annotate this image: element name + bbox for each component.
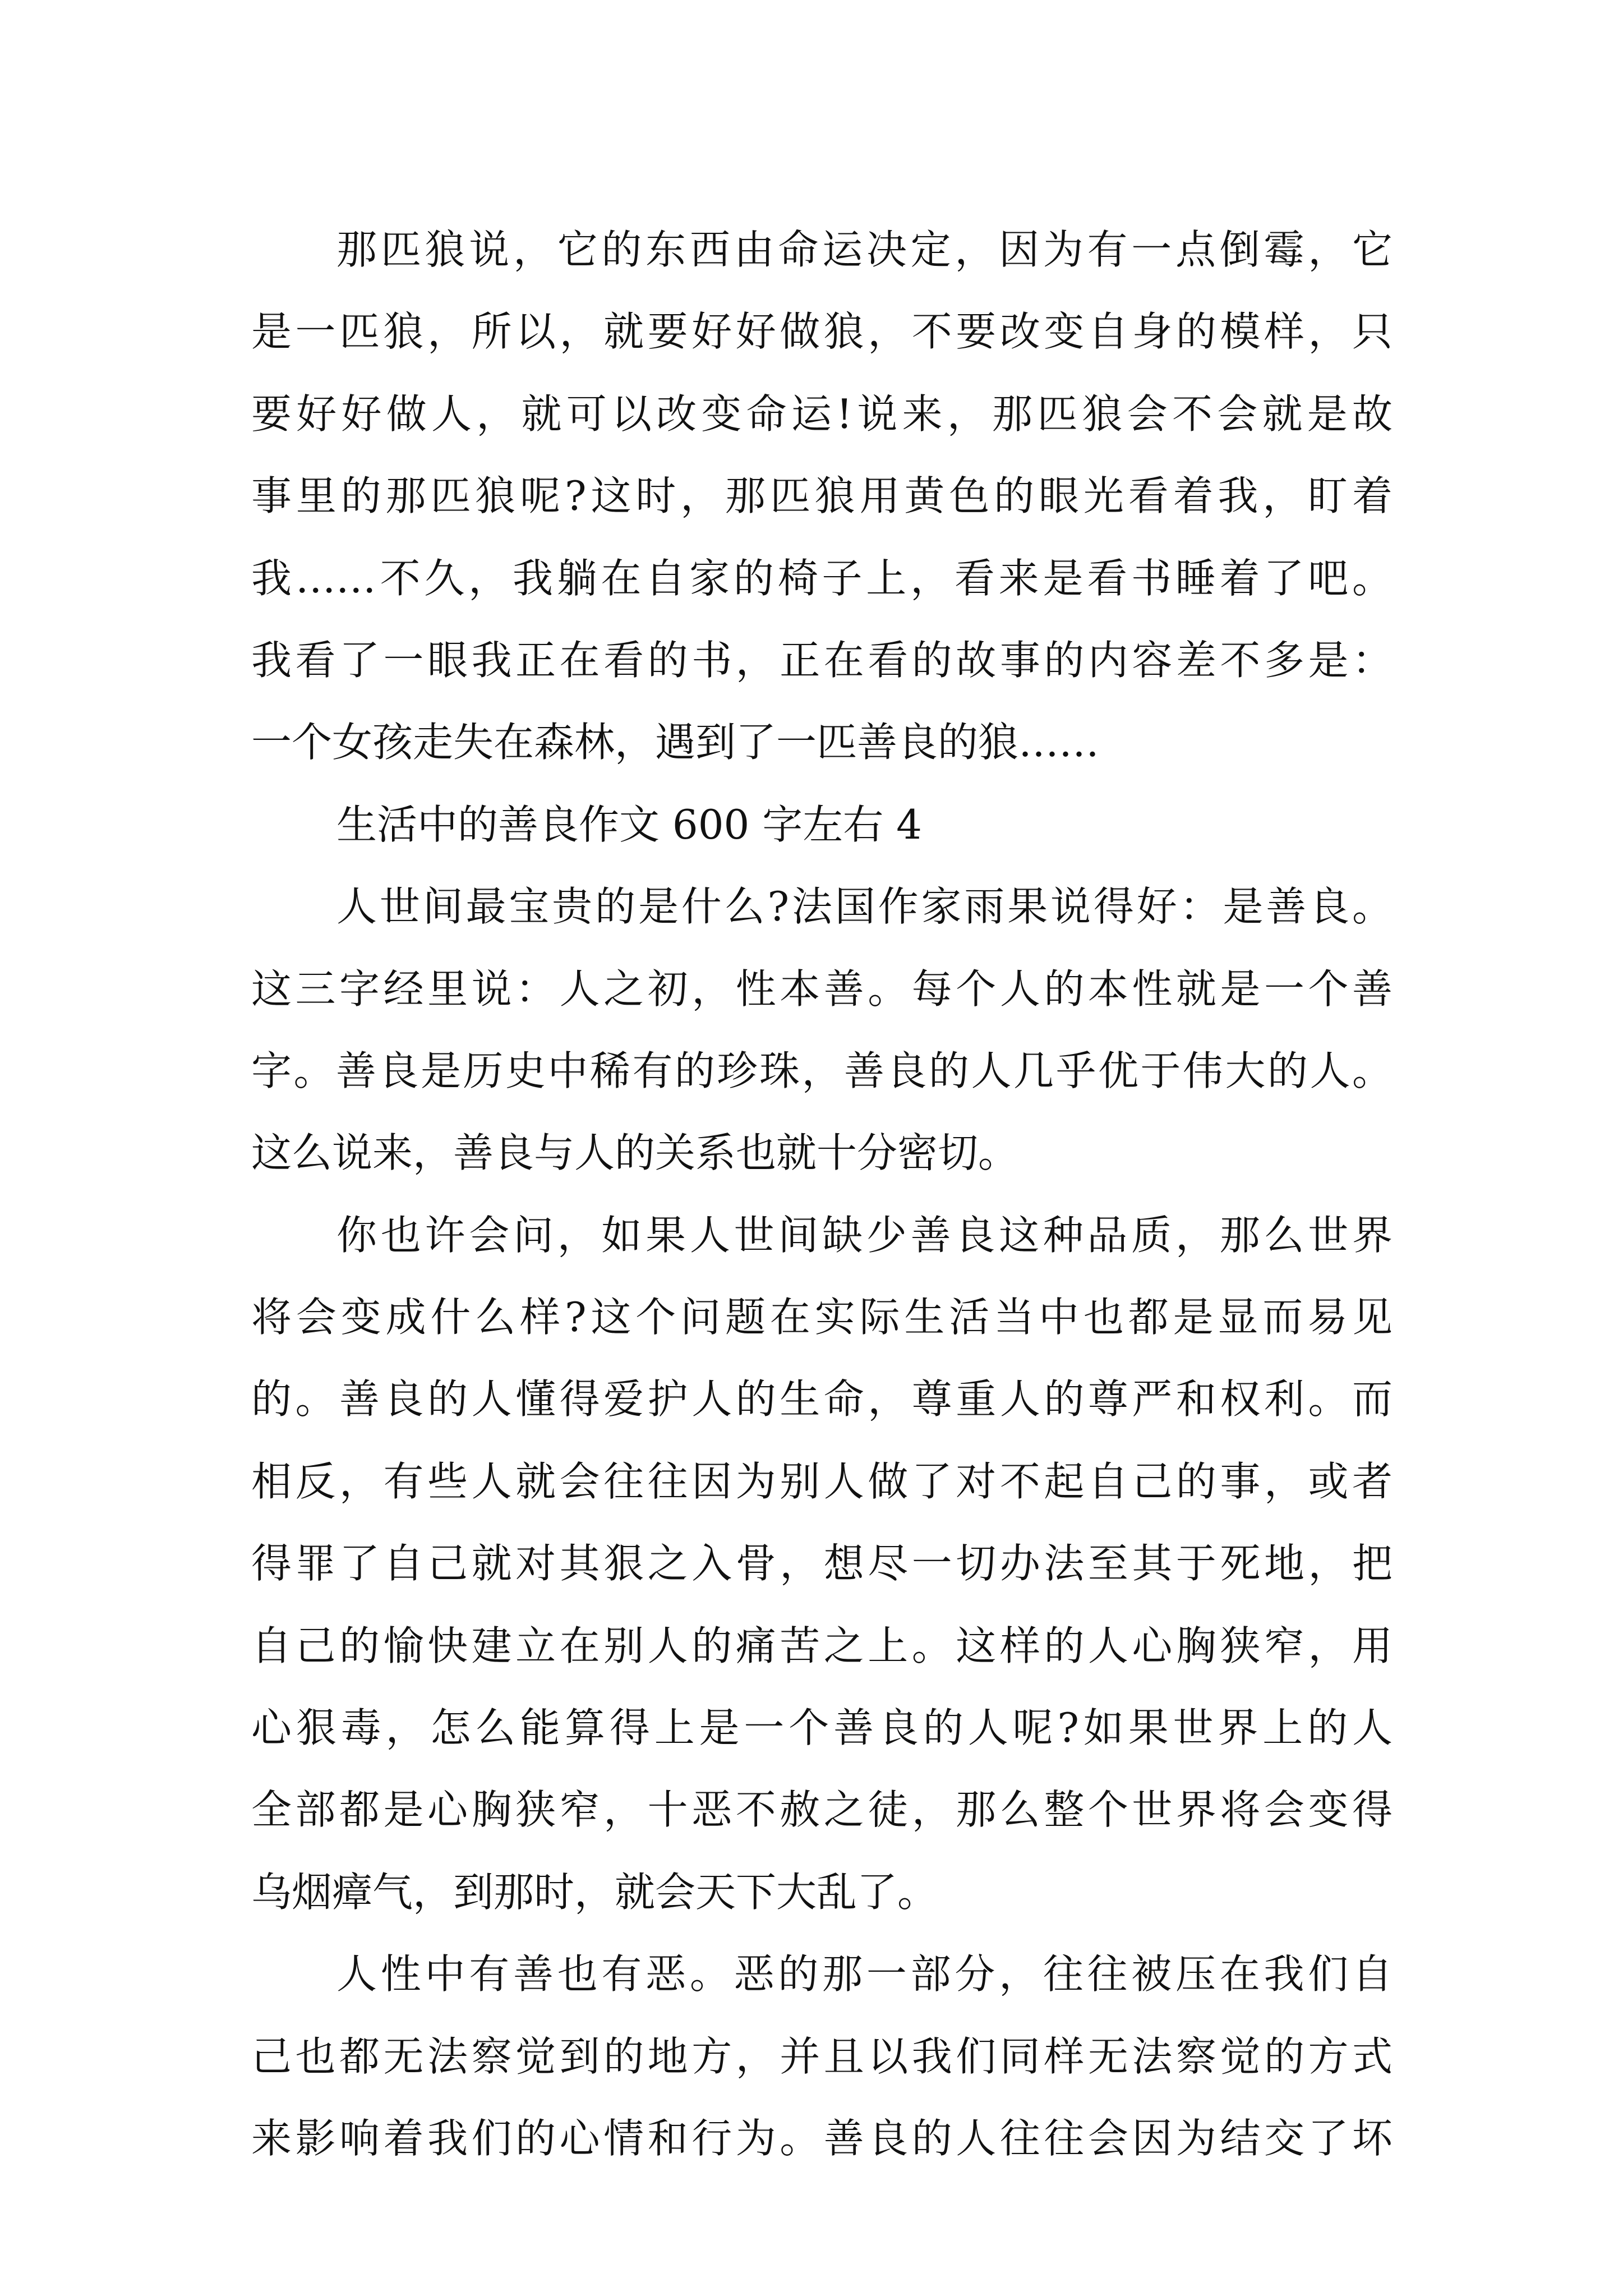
- text-line: 你也许会问，如果人世间缺少善良这种品质，那么世界: [336, 1211, 1393, 1259]
- text-line: 人世间最宝贵的是什么?法国作家雨果说得好：是善良。: [336, 883, 1393, 931]
- document-body: [251, 209, 1393, 2179]
- text-line: 得罪了自己就对其狠之入骨，想尽一切办法至其于死地，把: [251, 1540, 1393, 1588]
- text-line: 己也都无法察觉到的地方，并且以我们同样无法察觉的方式: [251, 2032, 1393, 2080]
- section-heading: 生活中的善良作文 600 字左右 4: [336, 800, 922, 848]
- text-line: 全部都是心胸狭窄，十恶不赦之徒，那么整个世界将会变得: [251, 1786, 1393, 1834]
- text-line: 是一匹狼，所以，就要好好做狼，不要改变自身的模样，只: [251, 308, 1393, 356]
- text-line: 乌烟瘴气，到那时，就会天下大乱了。: [251, 1868, 938, 1916]
- text-line: 人性中有善也有恶。恶的那一部分，往往被压在我们自: [336, 1950, 1393, 1998]
- text-line: 这么说来，善良与人的关系也就十分密切。: [251, 1129, 1019, 1177]
- text-line: 这三字经里说：人之初，性本善。每个人的本性就是一个善: [251, 965, 1393, 1013]
- text-line: 将会变成什么样?这个问题在实际生活当中也都是显而易见: [251, 1294, 1393, 1341]
- text-line: 字。善良是历史中稀有的珍珠，善良的人几乎优于伟大的人。: [251, 1047, 1393, 1094]
- text-line: 要好好做人，就可以改变命运!说来，那匹狼会不会就是故: [251, 390, 1393, 438]
- text-line: 心狠毒，怎么能算得上是一个善良的人呢?如果世界上的人: [251, 1704, 1393, 1752]
- text-line: 一个女孩走失在森林，遇到了一匹善良的狼……: [251, 719, 1100, 766]
- text-line: 我看了一眼我正在看的书，正在看的故事的内容差不多是：: [251, 636, 1393, 684]
- text-line: 来影响着我们的心情和行为。善良的人往往会因为结交了坏: [251, 2114, 1393, 2162]
- text-line: 那匹狼说，它的东西由命运决定，因为有一点倒霉，它: [336, 226, 1393, 273]
- text-line: 我……不久，我躺在自家的椅子上，看来是看书睡着了吧。: [251, 554, 1393, 602]
- text-line: 事里的那匹狼呢?这时，那匹狼用黄色的眼光看着我，盯着: [251, 472, 1393, 520]
- text-line: 自己的愉快建立在别人的痛苦之上。这样的人心胸狭窄，用: [251, 1622, 1393, 1669]
- text-line: 的。善良的人懂得爱护人的生命，尊重人的尊严和权利。而: [251, 1375, 1393, 1423]
- text-line: 相反，有些人就会往往因为别人做了对不起自己的事，或者: [251, 1457, 1393, 1505]
